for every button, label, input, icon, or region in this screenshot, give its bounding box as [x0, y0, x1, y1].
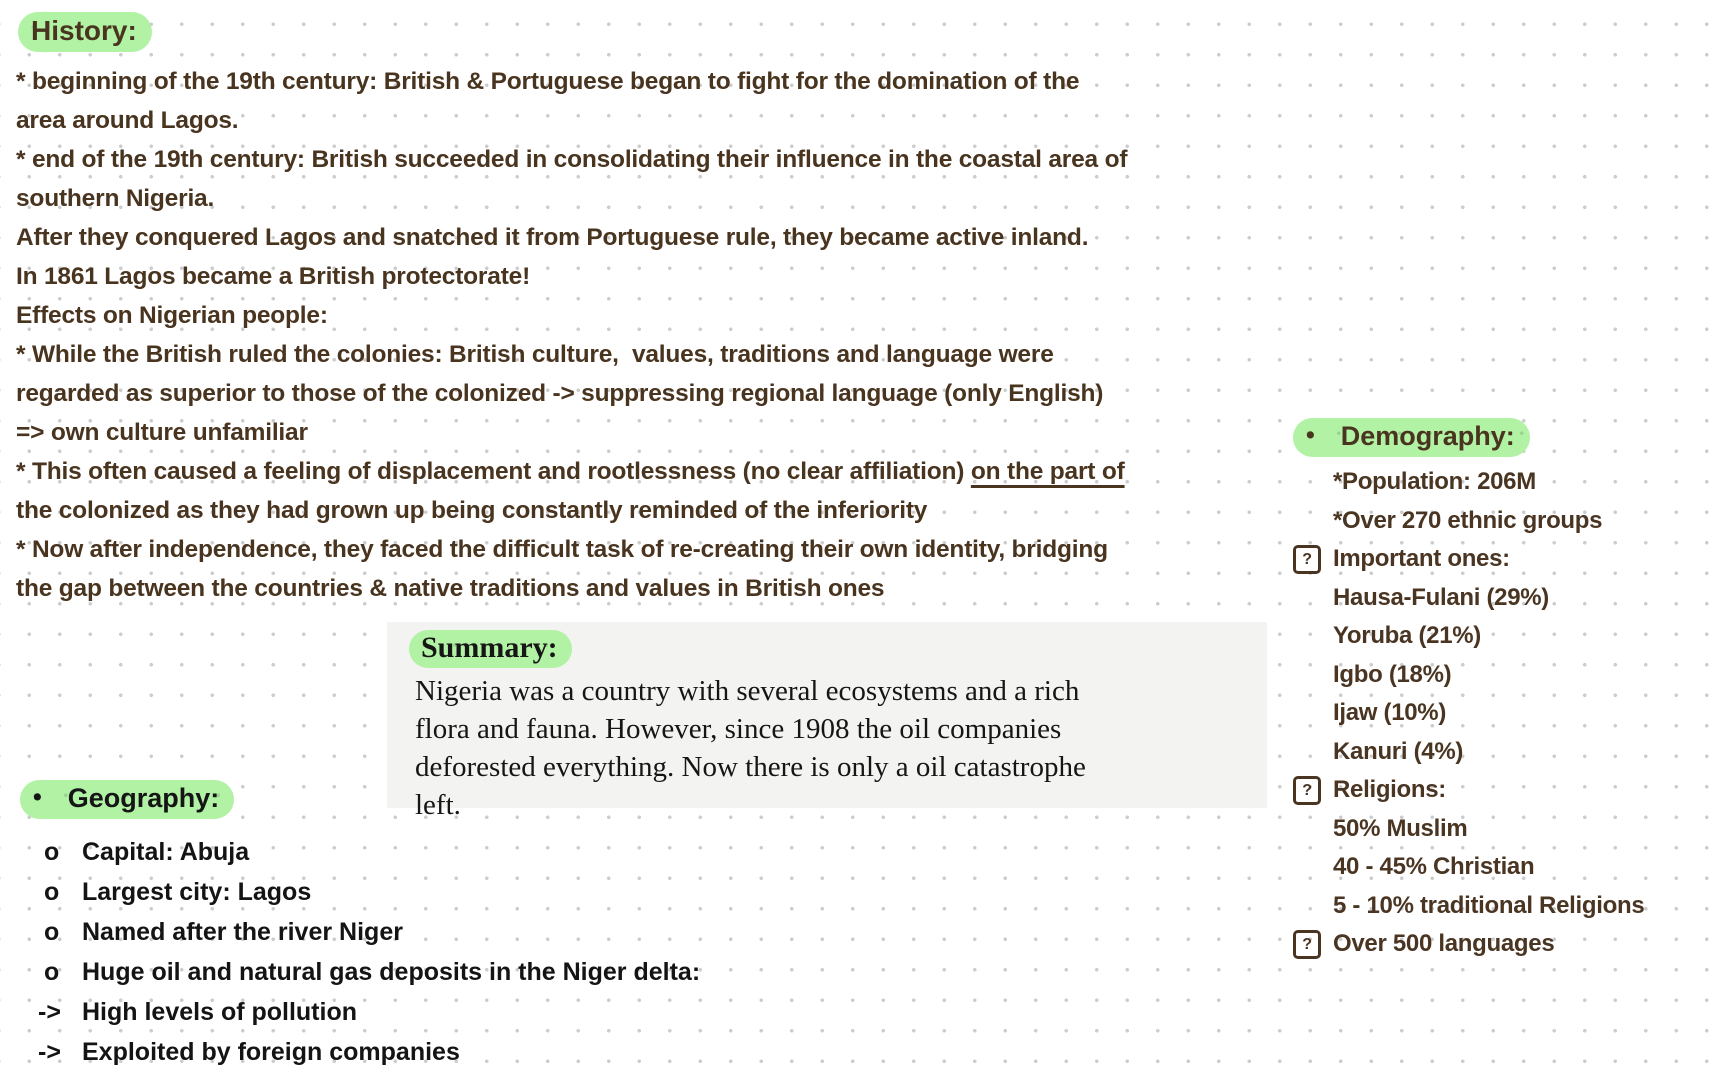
summary-line: left. — [415, 789, 461, 821]
geography-list — [20, 832, 700, 1072]
history-line: the colonized as they had grown up being constantly reminded of the inferiority — [16, 497, 928, 524]
demography-item-text: Ijaw (10%) — [1333, 699, 1447, 727]
demography-item — [1293, 502, 1644, 541]
demography-item — [1293, 694, 1644, 733]
geography-item-text: Named after the river Niger — [82, 917, 403, 946]
demography-item-text: Yoruba (21%) — [1333, 622, 1481, 650]
demography-item-text: *Over 270 ethnic groups — [1333, 506, 1603, 534]
summary-line: Nigeria was a country with several ecosystems and a rich — [415, 675, 1080, 707]
circle-marker: o — [44, 957, 60, 986]
history-line: * Now after independence, they faced the difficult task of re-creating their own identity, bridging — [16, 536, 1108, 563]
demography-item — [1293, 733, 1644, 772]
demography-item — [1293, 656, 1644, 695]
demography-item — [1293, 771, 1644, 810]
geography-item — [20, 872, 700, 912]
bullet-icon: • — [1306, 421, 1315, 449]
demography-item-text: *Population: 206M — [1333, 468, 1536, 496]
history-text — [16, 62, 1127, 608]
history-line: southern Nigeria. — [16, 185, 215, 212]
demography-item — [1293, 463, 1644, 502]
geography-arrow-item — [20, 1032, 700, 1072]
history-heading: History: — [18, 12, 152, 52]
history-line: In 1861 Lagos became a British protectorate! — [16, 263, 531, 290]
demography-item — [1293, 925, 1644, 964]
history-line: regarded as superior to those of the colonized -> suppressing regional language (only English) — [16, 380, 1104, 407]
history-line — [16, 452, 1127, 491]
geography-item-text: Largest city: Lagos — [82, 877, 312, 906]
question-box-icon: ? — [1293, 776, 1321, 805]
demography-item — [1293, 848, 1644, 887]
demography-item-text: Important ones: — [1333, 545, 1510, 573]
summary-heading: Summary: — [409, 630, 572, 668]
history-line: * beginning of the 19th century: British & Portuguese began to fight for the domination of the — [16, 68, 1080, 95]
summary-line: deforested everything. Now there is only a oil catastrophe — [415, 751, 1086, 783]
demography-item-text: 50% Muslim — [1333, 814, 1468, 842]
circle-marker: o — [44, 877, 60, 906]
marker-cell — [1293, 930, 1333, 959]
geography-item-text: Huge oil and natural gas deposits in the Niger delta: — [82, 957, 701, 986]
demography-heading-label: Demography: — [1340, 421, 1515, 451]
demography-item-text: Over 500 languages — [1333, 930, 1555, 958]
history-section — [16, 12, 1127, 608]
history-line: Effects on Nigerian people: — [16, 302, 328, 329]
demography-item — [1293, 810, 1644, 849]
geography-item-text: Capital: Abuja — [82, 837, 250, 866]
marker-cell — [1293, 776, 1333, 805]
demography-list — [1293, 463, 1644, 964]
demography-item-text: 40 - 45% Christian — [1333, 853, 1535, 881]
geography-item-text: Exploited by foreign companies — [82, 1037, 460, 1066]
demography-item — [1293, 579, 1644, 618]
history-line: * end of the 19th century: British succeeded in consolidating their influence in the coastal area of — [16, 146, 1128, 173]
demography-item-text: Kanuri (4%) — [1333, 737, 1464, 765]
bullet-icon: • — [33, 783, 42, 811]
arrow-marker: -> — [38, 997, 61, 1026]
marker-cell — [1293, 545, 1333, 574]
circle-marker: o — [44, 917, 60, 946]
geography-item — [20, 912, 700, 952]
history-line: area around Lagos. — [16, 107, 239, 134]
demography-item — [1293, 617, 1644, 656]
geography-item-text: High levels of pollution — [82, 997, 357, 1026]
demography-heading — [1293, 418, 1530, 457]
summary-line: flora and fauna. However, since 1908 the oil companies — [415, 713, 1062, 745]
demography-item-text: Religions: — [1333, 776, 1447, 804]
history-line: => own culture unfamiliar — [16, 419, 308, 446]
demography-item-text: 5 - 10% traditional Religions — [1333, 891, 1645, 919]
geography-item — [20, 952, 700, 992]
question-box-icon: ? — [1293, 930, 1321, 959]
history-line: the gap between the countries & native traditions and values in British ones — [16, 575, 885, 602]
geography-item — [20, 832, 700, 872]
arrow-marker: -> — [38, 1037, 61, 1066]
geography-arrow-item — [20, 992, 700, 1032]
question-box-icon: ? — [1293, 545, 1321, 574]
geography-heading-row — [20, 780, 700, 819]
geography-section — [20, 780, 700, 1072]
geography-heading-label: Geography: — [67, 783, 220, 813]
demography-item — [1293, 540, 1644, 579]
demography-section — [1293, 418, 1644, 964]
history-line: After they conquered Lagos and snatched it from Portuguese rule, they became active inland. — [16, 224, 1089, 251]
demography-item-text: Hausa-Fulani (29%) — [1333, 583, 1549, 611]
history-line-text: * This often caused a feeling of displacement and rootlessness (no clear affiliation) — [16, 458, 971, 485]
geography-heading — [20, 780, 234, 819]
history-line: * While the British ruled the colonies: British culture, values, traditions and language were — [16, 341, 1054, 368]
demography-heading-row — [1293, 418, 1644, 457]
underlined-text: on the part of — [970, 458, 1125, 485]
demography-item-text: Igbo (18%) — [1333, 660, 1452, 688]
circle-marker: o — [44, 837, 60, 866]
demography-item — [1293, 887, 1644, 926]
